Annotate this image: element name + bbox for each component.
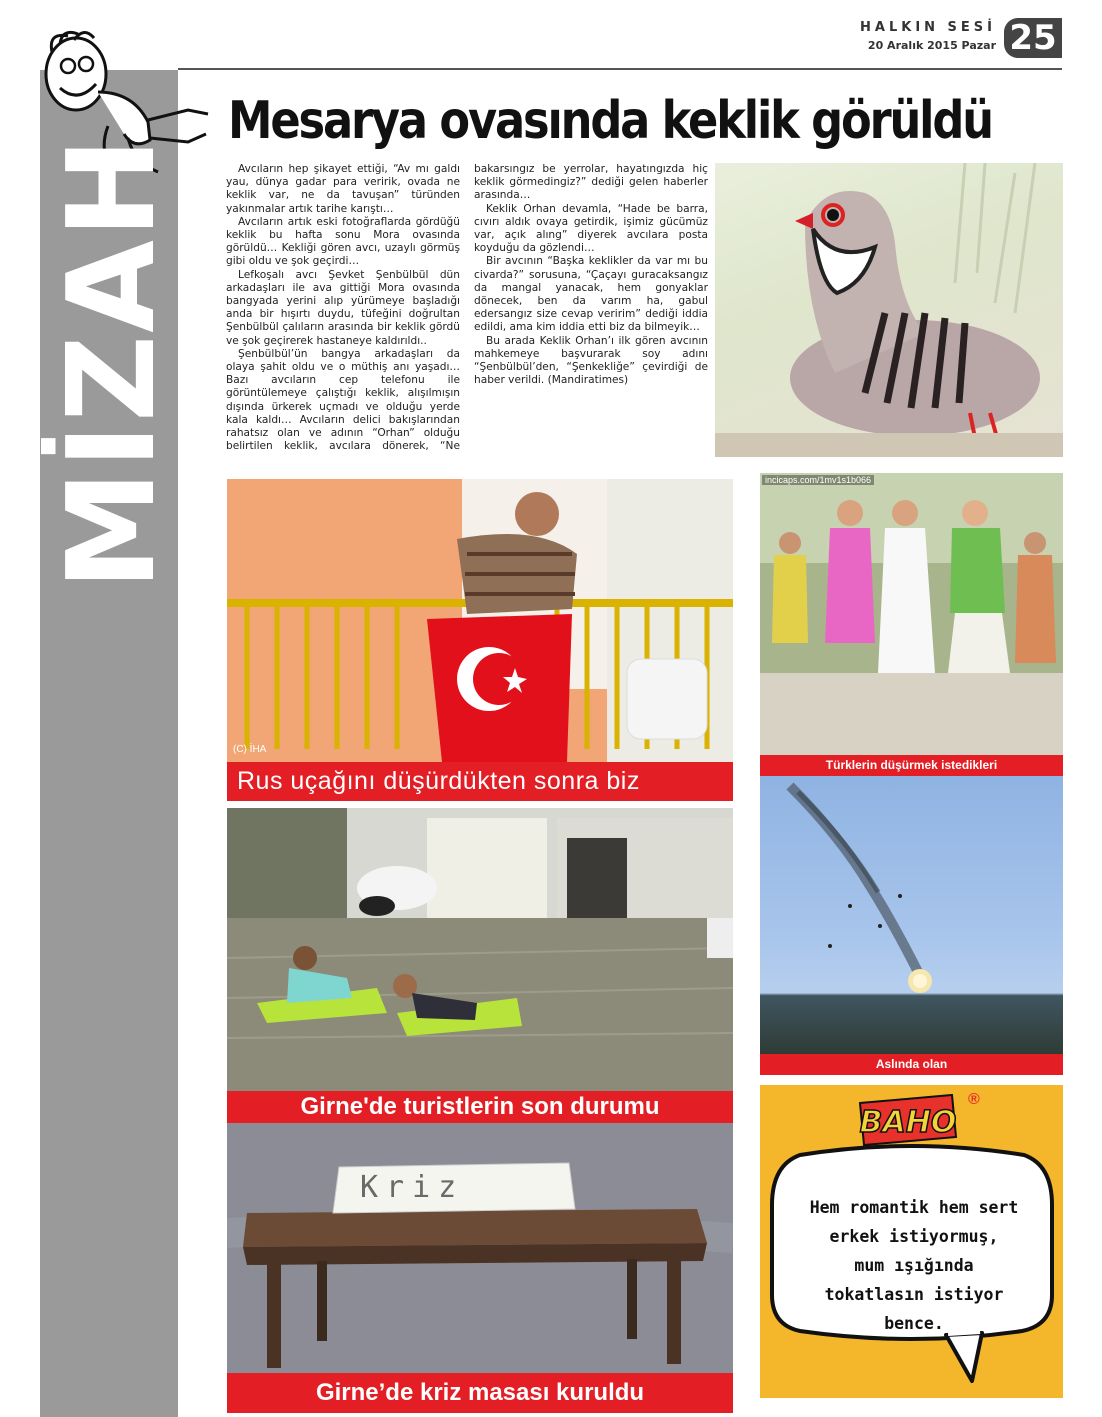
tourist-women-caption: Türklerin düşürmek istedikleri [760, 755, 1063, 776]
article-paragraph: Bu arada Keklik Orhan’ı ilk gören avcının mahkemeye başvurarak soy adını “Şenbülbül’den, “Şenkekliğe” çevirdiği de haber verildi. (Mandiratimes) [474, 334, 708, 387]
header-rule [178, 68, 1062, 70]
article-paragraph: Avcıların artık eski fotoğraflarda gördüğü keklik bu hafta sonu Mora ovasında görüldü… Kekliği gören avcı, uzaylı görmüş gibi oldu ve şok geçirdi… [226, 215, 460, 268]
registered-mark: ® [968, 1091, 980, 1108]
article-body [226, 163, 708, 459]
flooded-street-photo [227, 808, 733, 1091]
photo-credit: incicaps.com/1mv1s1b066 [762, 475, 874, 485]
page-number: 25 [1004, 18, 1062, 58]
baho-logo-text: BAHO [859, 1105, 957, 1140]
article-paragraph: Keklik Orhan devamla, “Hade be barra, cıvırı aldık ovaya getirdik, işimiz gücümüz var, açık alıng” diyerek avcılara posta koyduğu da gözlendi… [474, 202, 708, 255]
partridge-illustration-icon [715, 163, 1063, 457]
headline: Mesarya ovasında keklik görüldü [228, 91, 992, 151]
section-label: MİZAH [43, 135, 182, 590]
article-paragraph: Şenbülbül’ün bangya arkadaşları da olaya şahit oldu ve o müthiş anı yaşadı… Bazı avcıların cep telefonu ile görüntülemeye çalıştığı keklik, alışılmışın dışında ürkerek uçmadı ve olduğu yerde kala kaldı… Avcıların delici bakışlarından rahatsız olan ve adının “Orhan” olduğu belirtilen keklik, avcılara dönerek, “Ne bakarsıngız be yerrolar, hayatıngızda hiç keklik görmedingiz?” dediği gelen haberler arasında… [226, 163, 708, 453]
crisis-sign-text: Kriz [360, 1170, 465, 1205]
masthead [860, 18, 1062, 58]
speech-line: erkek istiyormuş, [829, 1227, 999, 1246]
article-paragraph: Bir avcının “Başka keklikler da var mı bu civarda?” sorusuna, “Çaçayı guracaksangız da mangal yanacak, hem gonyaklar dönecek, ben da varım ha, gabul edersangız size cevap veririm” dediği iddia edildi, ama kim iddia etti biz da bilmeyik… [474, 255, 708, 334]
crisis-table-illustration-icon [227, 1123, 733, 1373]
flag-balcony-photo [227, 479, 733, 762]
flooded-street-illustration-icon [227, 808, 733, 1091]
tourist-women-photo [760, 473, 1063, 755]
speech-line: tokatlasın istiyor bence. [824, 1285, 1004, 1333]
speech-line: Hem romantik hem sert [809, 1198, 1019, 1217]
article-paragraph: Avcıların hep şikayet ettiği, “Av mı galdı yau, dünya gadar para veririk, ovada ne keklik var, ne da tavuşan” türünden yakınmalar artık tarihe karıştı… [226, 163, 460, 215]
speech-bubble-text [790, 1193, 1038, 1338]
newspaper-name: HALKIN SESİ [860, 20, 996, 35]
partridge-photo [715, 163, 1063, 457]
plane-crash-photo [760, 776, 1063, 1054]
plane-crash-caption: Aslında olan [760, 1054, 1063, 1075]
tourist-women-illustration-icon [760, 473, 1063, 755]
crisis-table-caption: Girne’de kriz masası kuruldu [227, 1373, 733, 1413]
speech-line: mum ışığında [854, 1256, 974, 1275]
flooded-street-caption: Girne'de turistlerin son durumu [227, 1091, 733, 1123]
masthead-text [860, 20, 996, 52]
issue-date: 20 Aralık 2015 Pazar [867, 39, 996, 52]
baho-comic [760, 1085, 1063, 1398]
plane-crash-illustration-icon [760, 776, 1063, 1054]
flag-balcony-illustration-icon [227, 479, 733, 762]
article-paragraph: Lefkoşalı avcı Şevket Şenbülbül dün arkadaşları ile ava gittiği Mora ovasında bangyada yerini alıp yürümeye başladığı anda bir hışırtı duydu, tüfeğini doğrultan Şenbülbül çalıların arasında bir keklik gördü ve şok geçirerek hastaneye kaldırıldı.. [226, 268, 460, 347]
flag-balcony-caption: Rus uçağını düşürdükten sonra biz [227, 762, 733, 801]
photo-watermark: (C) İHA [233, 744, 267, 755]
crisis-table-photo [227, 1123, 733, 1373]
